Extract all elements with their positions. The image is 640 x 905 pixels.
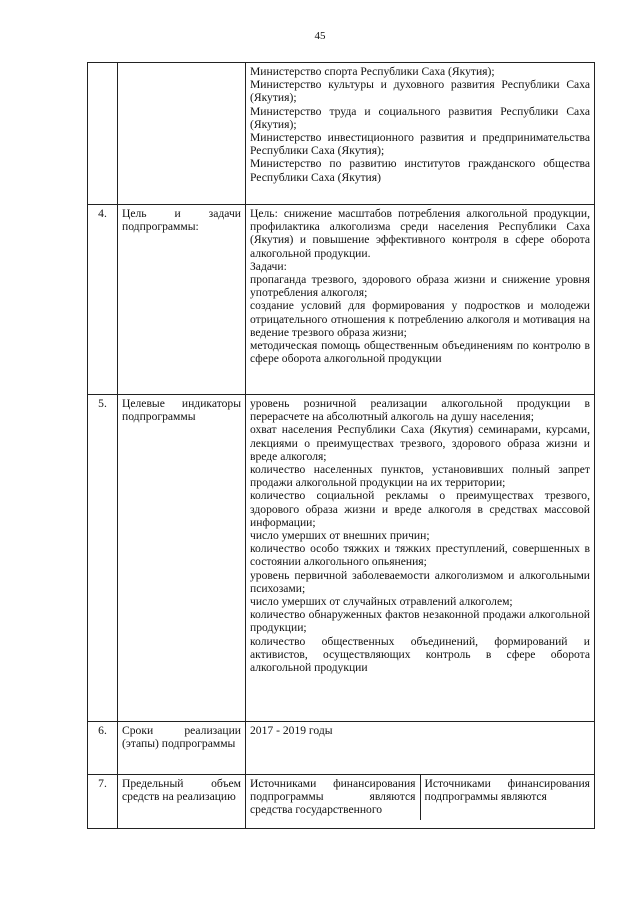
subprogram-passport-table [87, 62, 595, 829]
row-label: Целевые индикаторы подпрограммы [118, 395, 246, 722]
content-line: число умерших от случайных отравлений алкоголем; [250, 595, 513, 609]
content-line: количество обнаруженных фактов незаконной продажи алкогольной продукции; [250, 608, 590, 635]
page-number: 45 [314, 30, 326, 42]
content-line: Задачи: [250, 259, 287, 273]
content-line: уровень розничной реализации алкогольной продукции в перерасчете на абсолютный алкоголь на душу населения; [250, 397, 590, 424]
row-content [246, 395, 595, 722]
row-content [246, 63, 595, 205]
content-line: уровень первичной заболеваемости алкоголизмом и алкогольными психозами; [250, 568, 590, 595]
content-line: Министерство инвестиционного развития и предпринимательства Республики Саха (Якутия); [250, 131, 590, 158]
content-line: число умерших от внешних причин; [250, 529, 430, 543]
funding-subtable [246, 775, 594, 820]
content-line: количество особо тяжких и тяжких преступлений, совершенных в состоянии алкогольного опьянения; [250, 542, 590, 569]
content-line: количество социальной рекламы о преимуществах трезвого, здорового образа жизни и вреде алкоголя в средствах массовой информации; [250, 489, 590, 529]
table-row [88, 775, 595, 829]
row-label: Сроки реализации (этапы) подпрограммы [118, 722, 246, 775]
table-row [88, 63, 595, 205]
row-content [246, 205, 595, 395]
content-line: пропаганда трезвого, здорового образа жизни и снижение уровня употребления алкоголя; [250, 273, 590, 300]
content-line: Министерство спорта Республики Саха (Якутия); [250, 65, 495, 78]
funding-left-cell: Источниками финансирования подпрограммы являются средства государственного [246, 775, 420, 820]
content-line: методическая помощь общественным объединениям по контролю в сфере оборота алкогольной продукции [250, 339, 590, 366]
row-content [246, 722, 595, 775]
content-line: Министерство по развитию институтов гражданского общества Республики Саха (Якутия) [250, 157, 590, 184]
row-number: 6. [88, 722, 118, 775]
content-line: охват населения Республики Саха (Якутия) семинарами, курсами, лекциями о преимуществах трезвого, здорового образа жизни и вреде алкоголя; [250, 423, 590, 463]
row-label: Предельный объем средств на реализацию [118, 775, 246, 829]
content-line: создание условий для формирования у подростков и молодежи отрицательного отношения к потреблению алкоголя и мотивация на ведение трезвого образа жизни; [250, 299, 590, 339]
content-line: Цель: снижение масштабов потребления алкогольной продукции, профилактика алкоголизма среди населения Республики Саха (Якутия) и повышение эффективного контроля в сфере оборота алкогольной продукции. [250, 207, 590, 260]
table-row [88, 395, 595, 722]
row-label: Цель и задачи подпрограммы: [118, 205, 246, 395]
row-number: 4. [88, 205, 118, 395]
row-number: 5. [88, 395, 118, 722]
content-line: Министерство труда и социального развития Республики Саха (Якутия); [250, 104, 590, 131]
table-row [88, 205, 595, 395]
table-row [88, 722, 595, 775]
row-number: 7. [88, 775, 118, 829]
row-content [246, 775, 595, 829]
content-line: 2017 - 2019 годы [250, 724, 333, 737]
row-number [88, 63, 118, 205]
content-line: количество общественных объединений, формирований и активистов, осуществляющих контроль в сфере оборота алкогольной продукции [250, 634, 590, 675]
content-line: количество населенных пунктов, установивших полный запрет продажи алкогольной продукции на их территории; [250, 463, 590, 490]
content-line: Министерство культуры и духовного развития Республики Саха (Якутия); [250, 78, 590, 105]
row-label [118, 63, 246, 205]
funding-right-cell: Источниками финансирования подпрограммы являются [424, 777, 590, 804]
